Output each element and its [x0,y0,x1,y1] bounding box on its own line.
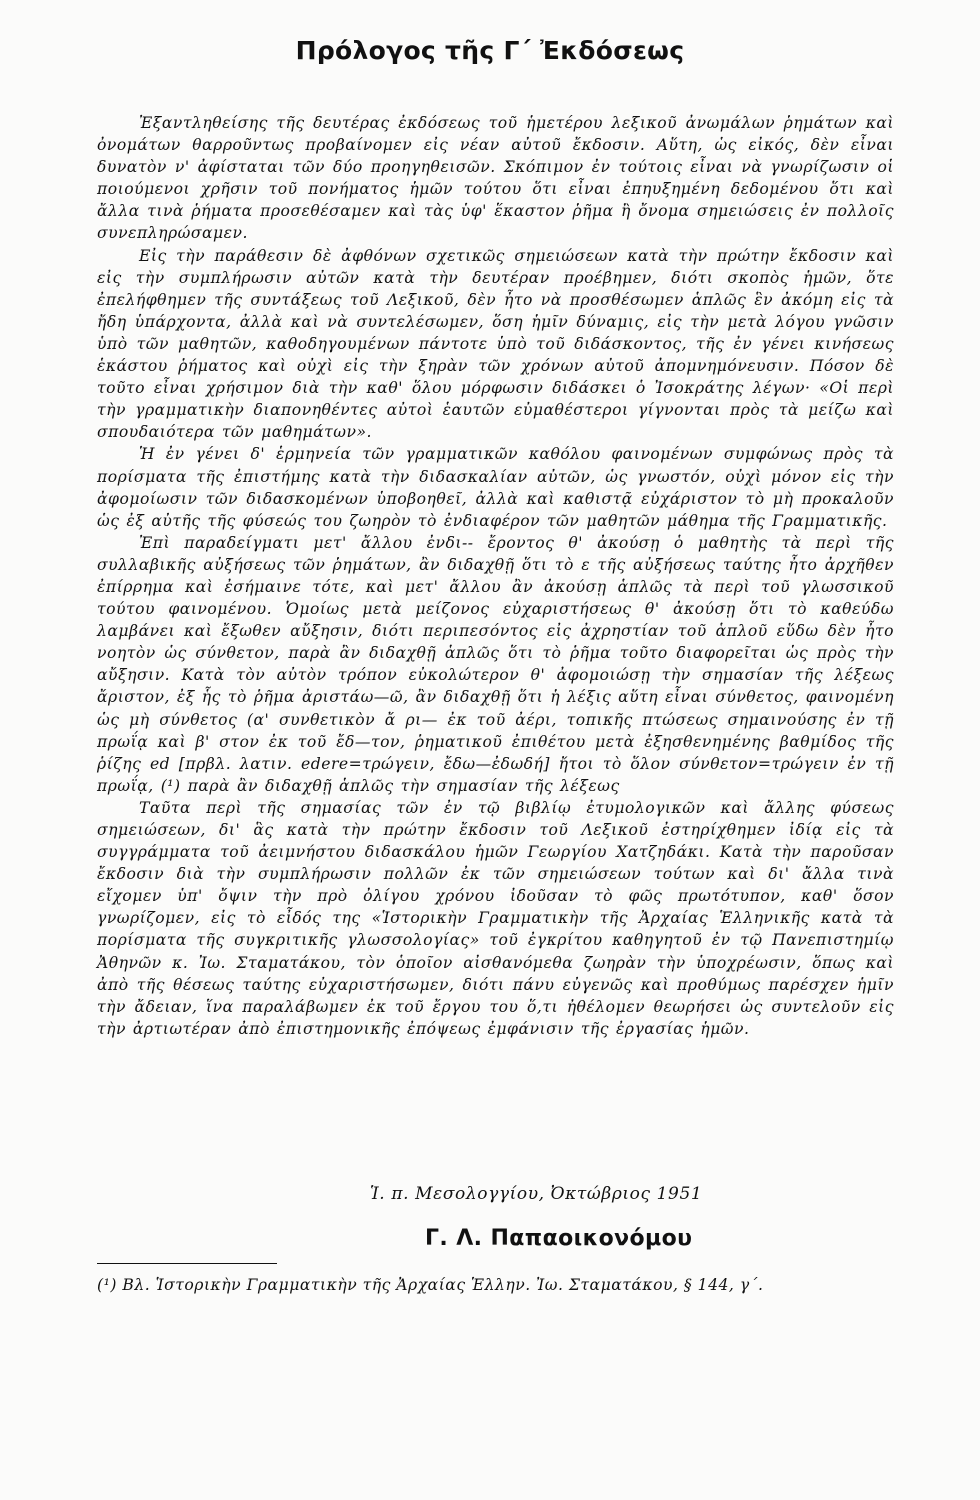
paragraph: Ταῦτα περὶ τῆς σημασίας τῶν ἐν τῷ βιβλίῳ ἐτυμολογικῶν καὶ ἄλλης φύσεως σημειώσεων, δι' ἃς κατὰ τὴν πρώτην ἔκδοσιν τοῦ Λεξικοῦ ἐστηρίχθημεν ἰδίᾳ εἰς τὰ συγγράμματα τοῦ ἀειμνήστου διδασκάλου ἡμῶν Γεωργίου Χατζηδάκι. Κατὰ τὴν παροῦσαν ἔκδοσιν διὰ τὴν συμπλήρωσιν πολλῶν ἐκ τῶν σημειώσεων τούτων καὶ δι' ἄλλα τινὰ εἴχομεν ὑπ' ὄψιν τὴν πρὸ ὀλίγου χρόνου ἰδοῦσαν τὸ φῶς πρωτότυπον, καθ' ὅσον γνωρίζομεν, εἰς τὸ εἶδός της «Ἱστορικὴν Γραμματικὴν τῆς Ἀρχαίας Ἑλληνικῆς κατὰ τὰ πορίσματα τῆς συγκριτικῆς γλωσσολογίας» τοῦ ἐγκρίτου καθηγητοῦ ἐν τῷ Πανεπιστημίῳ Ἀθηνῶν κ. Ἰω. Σταματάκου, τὸν ὁποῖον αἰσθανόμεθα ζωηρὰν τὴν ὑποχρέωσιν, ὅπως καὶ ἀπὸ τῆς θέσεως ταύτης εὐχαριστήσωμεν, διότι πάνυ εὐγενῶς καὶ προθύμως παρέσχεν ἡμῖν τὴν ἄδειαν, ἵνα παραλάβωμεν ἐκ τοῦ ἔργου του ὅ,τι ἠθέλομεν θεωρήσει ὡς συντελοῦν εἰς τὴν ἀρτιωτέραν ἀπὸ ἐπιστημονικῆς ἐπόψεως ἐμφάνισιν τῆς ἐργασίας ἡμῶν. [97,798,894,1038]
preface-body [97,112,894,1040]
footnote: (¹) Βλ. Ἱστορικὴν Γραμματικὴν τῆς Ἀρχαίας Ἑλλην. Ἰω. Σταματάκου, § 144, γ΄. [97,1276,764,1294]
date-line: Ἱ. π. Μεσολογγίου, Ὀκτώβριος 1951 [370,1184,703,1204]
paragraph: Ἐξαντληθείσης τῆς δευτέρας ἐκδόσεως τοῦ ἡμετέρου λεξικοῦ ἀνωμάλων ῥημάτων καὶ ὀνομάτων θαρροῦντως προβαίνομεν εἰς νέαν αὐτοῦ ἔκδοσιν. Αὕτη, ὡς εἰκός, δὲν εἶναι δυνατὸν ν' ἀφίσταται τῶν δύο προηγηθεισῶν. Σκόπιμον ἐν τούτοις εἶναι νὰ γνωρίζωσιν οἱ ποιούμενοι χρῆσιν τοῦ πονήματος ἡμῶν τούτου ὅτι εἶναι ἐπηυξημένη δεδομένου ὅτι καὶ ἄλλα τινὰ ῥήματα προσεθέσαμεν καὶ τὰς ὑφ' ἕκαστον ῥῆμα ἢ ὄνομα σημειώσεις ἐν πολλοῖς συνεπληρώσαμεν. [97,114,894,243]
paragraph: Εἰς τὴν παράθεσιν δὲ ἀφθόνων σχετικῶς σημειώσεων κατὰ τὴν πρώτην ἔκδοσιν καὶ εἰς τὴν συμπλήρωσιν αὐτῶν κατὰ τὴν δευτέραν προέβημεν, διότι σκοπὸς ἡμῶν, ὅτε ἐπελήφθημεν τῆς συντάξεως τοῦ Λεξικοῦ, δὲν ἦτο νὰ προσθέσωμεν ἁπλῶς ἓν ἀκόμη εἰς τὰ ἤδη ὑπάρχοντα, ἀλλὰ καὶ νὰ συντελέσωμεν, ὅση ἡμῖν δύναμις, εἰς τὴν μετὰ λόγου γνῶσιν ὑπὸ τῶν μαθητῶν, καθοδηγουμένων πάντοτε ὑπὸ τοῦ διδάσκοντος, τῆς ἐν γένει κινήσεως ἑκάστου ῥήματος καὶ οὐχὶ εἰς τὴν ξηρὰν τῶν χρόνων αὐτοῦ ἀπομνημόνευσιν. Πόσον δὲ τοῦτο εἶναι χρήσιμον διὰ τὴν καθ' ὅλου μόρφωσιν διδάσκει ὁ Ἰσοκράτης λέγων· «Οἱ περὶ τὴν γραμματικὴν διαπονηθέντες αὐτοὶ ἑαυτῶν εὐμαθέστεροι γίγνονται πρὸς τὰ μείζω καὶ σπουδαιότερα τῶν μαθημάτων». [97,246,894,442]
paragraph: Ἡ ἐν γένει δ' ἑρμηνεία τῶν γραμματικῶν καθόλου φαινομένων συμφώνως πρὸς τὰ πορίσματα τῆς ἐπιστήμης κατὰ τὴν διδασκαλίαν αὐτῶν, ὡς γνωστόν, οὐχὶ μόνον εἰς τὴν ἀφομοίωσιν τῶν διδασκομένων ὑποβοηθεῖ, ἀλλὰ καὶ καθιστᾷ εὐχάριστον τὸ μὴ προκαλοῦν ὡς ἐξ αὐτῆς τῆς φύσεώς του ζωηρὸν τὸ ἐνδιαφέρον τῶν μαθητῶν μάθημα τῆς Γραμματικῆς. [97,445,894,530]
footnote-divider [97,1263,277,1264]
author-signature: Γ. Λ. Παπαοικονόμου [425,1226,693,1251]
page-title: Πρόλογος τῆς Γ΄ Ἐκδόσεως [295,36,685,65]
paragraph: Ἐπὶ παραδείγματι μετ' ἄλλου ἐνδι-- ἔροντος θ' ἀκούσῃ ὁ μαθητὴς τὰ περὶ τῆς συλλαβικῆς αὐξήσεως τῶν ῥημάτων, ἂν διδαχθῇ ὅτι τὸ ε τῆς αὐξήσεως ταύτης ἦτο ἀρχῆθεν ἐπίρρημα καὶ ἐσήμαινε τότε, καὶ μετ' ἄλλου ἂν ἀκούσῃ ἁπλῶς τὰ περὶ τοῦ γλωσσικοῦ τούτου φαινομένου. Ὁμοίως μετὰ μείζονος εὐχαριστήσεως θ' ἀκούσῃ ὅτι τὸ καθεύδω λαμβάνει καὶ ἔξωθεν αὔξησιν, διότι περιπεσόντος εἰς ἀχρηστίαν τοῦ ἁπλοῦ εὕδω δὲν ἦτο νοητὸν ὡς σύνθετον, παρὰ ἂν διδαχθῇ ἁπλῶς ὅτι τὸ ῥῆμα τοῦτο διαφορεῖται ὡς πρὸς τὴν αὔξησιν. Κατὰ τὸν αὐτὸν τρόπον εὐκολώτερον θ' ἀφομοιώσῃ τὴν σημασίαν τῆς λέξεως ἄριστον, ἐξ ἧς τὸ ῥῆμα ἀριστάω—ῶ, ἂν διδαχθῇ ὅτι ἡ λέξις αὕτη εἶναι σύνθετος, φαινομένη ὡς μὴ σύνθετος (α' συνθετικὸν ἄ ρι— ἐκ τοῦ ἀέρι, τοπικῆς πτώσεως σημαινούσης ἐν τῇ πρωΐᾳ καὶ β' στον ἐκ τοῦ ἔδ—τον, ῥηματικοῦ ἐπιθέτου μετὰ ἐξησθενημένης βαθμίδος τῆς ῥίζης ed [πρβλ. λατιν. edere=τρώγειν, ἔδω—ἐδωδή] ἤτοι τὸ ὅλον σύνθετον=τρώγειν ἐν τῇ πρωΐᾳ, (¹) παρὰ ἂν διδαχθῇ ἁπλῶς τὴν σημασίαν τῆς λέξεως [97,533,894,795]
